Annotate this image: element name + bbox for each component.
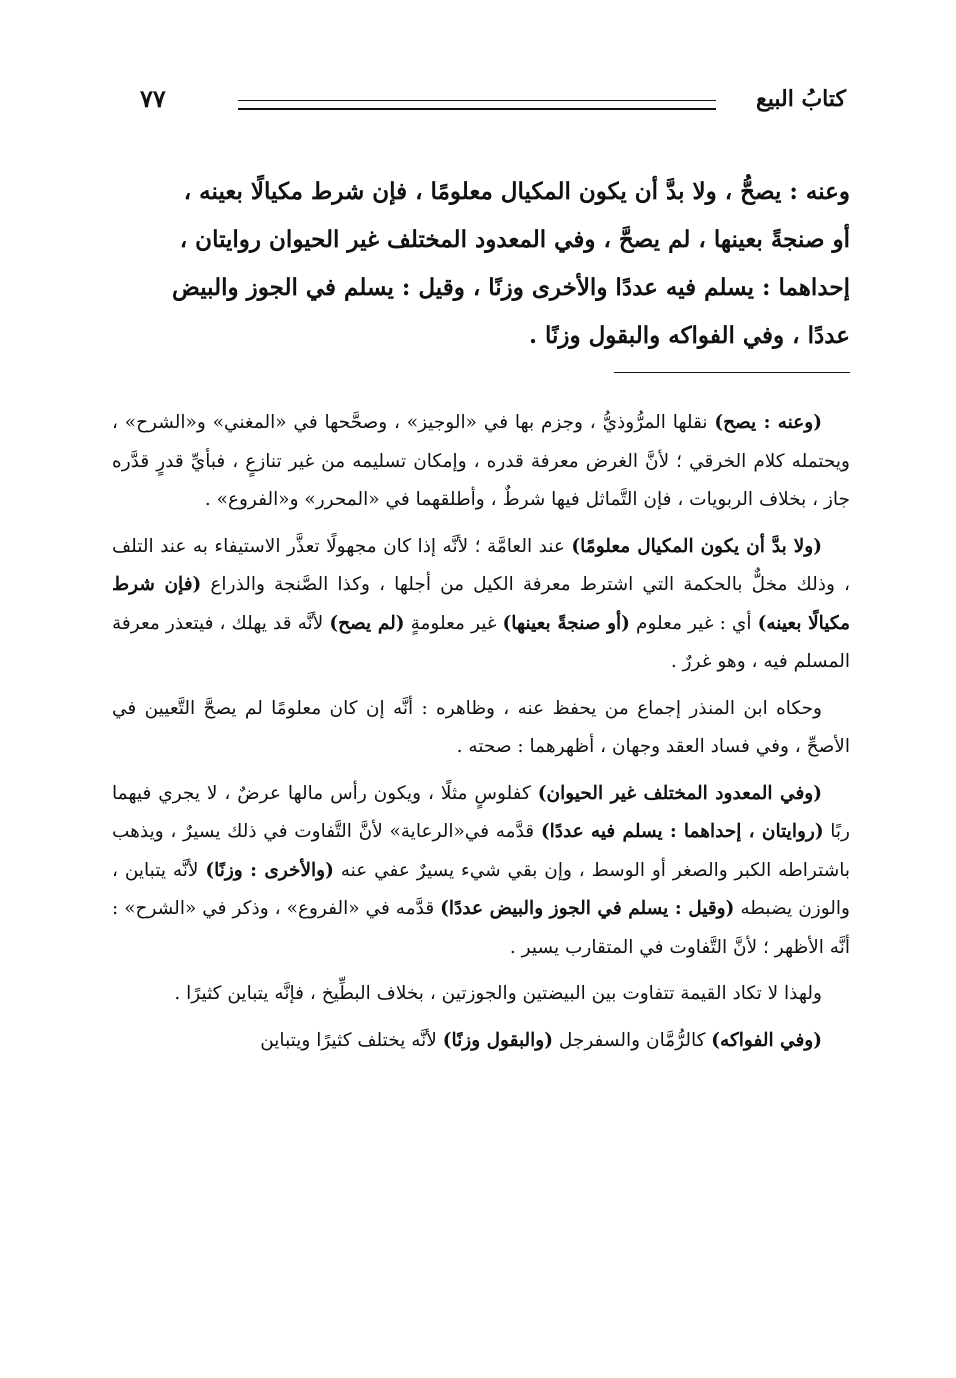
commentary-text: عند العامَّة ؛ لأنَّه إذا كان مجهولًا تعذَّر الاستيفاء به عند التلف ، وذلك مخلٌّ بالحكمة التي اشترط معرفة الكيل من أجلها ، وكذا الصَّنجة والذراع bbox=[112, 535, 850, 595]
commentary-text: لأنَّه يختلف كثيرًا ويتباين bbox=[260, 1029, 443, 1051]
quoted-matn: (فإن شرط مكيالًا بعينه) bbox=[112, 574, 850, 634]
quoted-matn: (وفي المعدود المختلف غير الحيوان) bbox=[537, 782, 822, 804]
quoted-matn: (وقيل : يسلم في الجوز والبيض عددًا) bbox=[440, 898, 735, 919]
quoted-matn: (والأخرى : وزنًا) bbox=[205, 859, 334, 881]
commentary-paragraph bbox=[112, 528, 850, 682]
commentary-paragraph bbox=[112, 1022, 850, 1061]
commentary-text: لأنَّه قد يهلك ، فيتعذر معرفة المسلم فيه ، وهو غررٌ . bbox=[112, 612, 850, 672]
commentary-text: أي : غير معلوم bbox=[629, 612, 758, 634]
quoted-matn: (وفي الفواكه) bbox=[711, 1029, 822, 1051]
commentary-text: قدَّمه في«الرعاية» لأنَّ التَّفاوت في ذلك يسيرٌ ، ويذهب باشتراطه الكبر والصغر أو الوسط ، وإن بقي شيء يسيرٌ عفي عنه bbox=[112, 821, 850, 881]
quoted-matn: (وعنه : يصح) bbox=[714, 412, 822, 433]
separator-rule bbox=[614, 372, 850, 373]
commentary-paragraph bbox=[112, 690, 850, 767]
quoted-matn: (ولا بدَّ أن يكون المكيال معلومًا) bbox=[571, 535, 822, 557]
page-number: ٧٧ bbox=[140, 84, 166, 113]
quoted-matn: (لم يصح) bbox=[329, 612, 405, 634]
matn-text bbox=[112, 168, 850, 360]
commentary-text: ولهذا لا تكاد القيمة تتفاوت بين البيضتين والجوزتين ، بخلاف البطِّيخ ، فإنَّه يتباين كثيرًا . bbox=[174, 983, 822, 1004]
commentary-text: قدَّمه في «الفروع» ، وذكر في «الشرح» : أنَّه الأظهر ؛ لأنَّ التَّفاوت في المتقارب يسير . bbox=[112, 898, 850, 958]
commentary-text: كفلوسٍ مثلًا ، ويكون رأس مالها عرضٌ ، لا يجري فيهما ربًا bbox=[112, 782, 850, 842]
running-title: كتابُ البيع bbox=[756, 86, 846, 112]
matn-line: أو صنجةً بعينها ، لم يصحَّ ، وفي المعدود المختلف غير الحيوان روايتان ، bbox=[179, 226, 850, 253]
header-rule bbox=[238, 100, 716, 110]
quoted-matn: (والبقول وزنًا) bbox=[442, 1029, 553, 1051]
commentary-text: وحكاه ابن المنذر إجماع من يحفظ عنه ، وظاهره : أنَّه إن كان معلومًا لم يصحَّ التَّعيين في الأصحِّ ، وفي فساد العقد وجهان ، أظهرهما : صحته . bbox=[112, 697, 850, 757]
page-header bbox=[140, 80, 846, 130]
commentary-text: كالرُّمَّان والسفرجل bbox=[553, 1029, 712, 1051]
quoted-matn: (أو صنجةً بعينها) bbox=[502, 612, 630, 634]
matn-line: إحداهما : يسلم فيه عددًا والأخرى وزنًا ، وقيل : يسلم في الجوز والبيض bbox=[172, 274, 850, 301]
matn-line: وعنه : يصحُّ ، ولا بدَّ أن يكون المكيال معلومًا ، فإن شرط مكيالًا بعينه ، bbox=[183, 178, 850, 205]
commentary-text: غير معلومةٍ bbox=[404, 612, 503, 634]
commentary-paragraph bbox=[112, 404, 850, 520]
commentary-paragraph bbox=[112, 775, 850, 968]
commentary-text: نقلها المرُّوذيُّ ، وجزم بها في «الوجيز» ، وصحَّحها في «المغني» و«الشرح» ، ويحتمله كلام الخرقي ؛ لأنَّ الغرض معرفة قدره ، وإمكان تسليمه من غير تنازعٍ ، فبأيِّ قدرٍ قدَّره جاز ، بخلاف الربويات ، فإن التَّماثل فيها شرطٌ ، وأطلقهما في «المحرر» و«الفروع» . bbox=[112, 412, 850, 510]
matn-line: عددًا ، وفي الفواكه والبقول وزنًا . bbox=[528, 322, 850, 349]
commentary-text: لأنَّه يتباين ، والوزن يضبطه bbox=[112, 859, 850, 919]
sharh-commentary bbox=[112, 404, 850, 1068]
commentary-paragraph bbox=[112, 975, 850, 1014]
quoted-matn: (روايتان ، إحداهما : يسلم فيه عددًا) bbox=[540, 821, 824, 842]
